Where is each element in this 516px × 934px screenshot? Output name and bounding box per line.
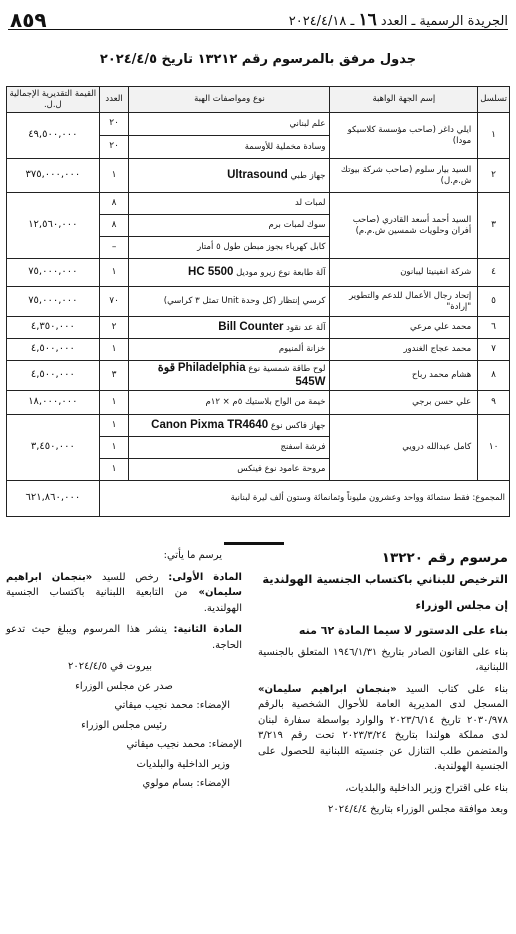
- table-row: [7, 390, 510, 414]
- page-number: ٨٥٩: [10, 8, 47, 32]
- cell-entity: ايلي داغر (صاحب مؤسسة كلاسيكو مودا): [330, 113, 478, 159]
- cell-seq: ٨: [478, 361, 510, 391]
- total-row: [7, 480, 510, 516]
- table-header-row: [7, 87, 510, 113]
- signature-1: الإمضاء: محمد نجيب ميقاتي: [114, 700, 230, 711]
- table-row: [7, 339, 510, 361]
- cell-value: ١٢,٥٦٠,٠٠٠: [7, 193, 100, 259]
- cell-item: سوك لمبات برم: [129, 215, 330, 237]
- cell-entity: محمد عجاج الغندور: [330, 339, 478, 361]
- article-1-post: من التابعية اللبنانية باكتساب الجنسية الهولندية.: [6, 587, 242, 614]
- article-1-label: المادة الأولى:: [168, 571, 242, 583]
- cell-entity: هشام محمد رباح: [330, 361, 478, 391]
- cell-entity: السيد أحمد أسعد القادري (صاحب أفران وحلويات شمسين ش.م.م): [330, 193, 478, 259]
- cell-item: [129, 361, 330, 391]
- cell-item: لمبات لد: [129, 193, 330, 215]
- cell-count: ١: [99, 458, 129, 480]
- table-row: [7, 361, 510, 391]
- cell-value: ٣٧٥,٠٠٠,٠٠٠: [7, 159, 100, 193]
- signature-2: الإمضاء: محمد نجيب ميقاتي: [126, 739, 242, 750]
- cell-count: ١: [99, 339, 129, 361]
- cell-value: ٤,٣٥٠,٠٠٠: [7, 317, 100, 339]
- item-power: قوة 545W: [157, 362, 326, 389]
- cell-count: ٨: [99, 215, 129, 237]
- item-brand: Philadelphia: [177, 362, 246, 374]
- decree-articles: [6, 548, 242, 792]
- cell-seq: ١٠: [478, 414, 510, 480]
- cell-count: ١: [99, 436, 129, 458]
- cell-value: ٤,٥٠٠,٠٠٠: [7, 361, 100, 391]
- decree-issuer: إن مجلس الوزراء: [415, 598, 508, 612]
- total-value: ٦٢١,٨٦٠,٠٠٠: [7, 480, 100, 516]
- item-model: HC 5500: [188, 266, 234, 279]
- table-row: [7, 193, 510, 215]
- article-1-name: «بنجمان ابراهيم سليمان»: [6, 571, 242, 598]
- decree-basis: بناء على الدستور لا سيما المادة ٦٢ منه: [298, 623, 508, 637]
- cell-entity: كامل عبدالله درويي: [330, 414, 478, 480]
- issue-number: ١٦: [358, 10, 377, 29]
- cell-seq: ٤: [478, 259, 510, 287]
- cell-entity: إتحاد رجال الأعمال للدعم والتطوير "إرادة": [330, 287, 478, 317]
- page-header: [8, 8, 508, 30]
- decree-subtitle: الترخيص للبناني باكتساب الجنسية الهولندية: [262, 571, 508, 586]
- para2-pre: بناء على كتاب السيد: [405, 683, 508, 695]
- cell-value: ١٨,٠٠٠,٠٠٠: [7, 390, 100, 414]
- table-row: [7, 287, 510, 317]
- gazette-date: ـ ٢٠٢٤/٤/١٨: [288, 14, 355, 29]
- decree-para-1: بناء على القانون الصادر بتاريخ ١٩٤٦/١/٣١ المتعلق بالجنسية اللبنانية،: [258, 646, 508, 674]
- cell-value: ٧٥,٠٠٠,٠٠٠: [7, 287, 100, 317]
- cell-value: ٤,٥٠٠,٠٠٠: [7, 339, 100, 361]
- decree-decides: يرسم ما يأتي:: [163, 550, 222, 561]
- cell-seq: ٧: [478, 339, 510, 361]
- cell-count: ٢٠: [99, 136, 129, 159]
- cell-item: [129, 414, 330, 436]
- header-value: القيمة التقديرية الإجمالية ل.ل.: [7, 87, 100, 113]
- decree-para-4: وبعد موافقة مجلس الوزراء بتاريخ ٢٠٢٤/٤/٤: [328, 804, 508, 816]
- decree-title: مرسوم رقم ١٣٢٢٠: [381, 550, 508, 566]
- cell-item: وسادة مخملية للأوسمة: [129, 136, 330, 159]
- item-model: Bill Counter: [218, 321, 284, 334]
- decree-para-3: بناء على اقتراح وزير الداخلية والبلديات،: [345, 782, 508, 794]
- article-1-pre: رخص للسيد: [101, 571, 159, 583]
- cell-count: ٧٠: [99, 287, 129, 317]
- para2-name: «بنجمان ابراهيم سليمان»: [258, 683, 397, 695]
- cell-count: ١: [99, 390, 129, 414]
- table-row: [7, 259, 510, 287]
- signature-3: الإمضاء: بسام مولوي: [142, 778, 230, 789]
- cell-entity: شركة انفينيتا ليبانون: [330, 259, 478, 287]
- decree-para-2: [258, 682, 508, 775]
- header-seq: تسلسل: [478, 87, 510, 113]
- header-item: نوع ومواصفات الهبة: [129, 87, 330, 113]
- cell-seq: ٥: [478, 287, 510, 317]
- cell-value: ٧٥,٠٠٠,٠٠٠: [7, 259, 100, 287]
- table-row: [7, 113, 510, 136]
- gazette-title: [289, 10, 508, 30]
- gazette-name: الجريدة الرسمية ـ العدد: [380, 14, 508, 29]
- cell-item: خيمة من الواح بلاستيك ٥م × ١٢م: [129, 390, 330, 414]
- para2-post: المسجل لدى المديرية العامة للأحوال الشخصية بالرقم ٢٠٣٠/٩٧٨ تاريخ ٢٠٢٣/٦/١٤ والوارد بواسطة سفارة لبنان لدى مملكة هولندا بتاريخ ٢٠٢٣/٣/٢٤ تحت رقم ٣/٢١٩ والمتضمن طلب التنازل عن جنسيته اللبنانية للحصول على الجنسية الهولندية.: [258, 699, 509, 773]
- cell-count: ٢: [99, 317, 129, 339]
- total-label: المجموع: فقط ستمائة وواحد وعشرون مليوناً وثمانمائة وستون ألف ليرة لبنانية: [99, 480, 509, 516]
- cell-count: ٣: [99, 361, 129, 391]
- cell-item: كابل كهرباء بجوز مبطن طول ٥ أمتار: [129, 237, 330, 259]
- minister-title: وزير الداخلية والبلديات: [136, 758, 230, 770]
- article-2-label: المادة الثانية:: [173, 624, 242, 635]
- article-1: [6, 570, 242, 617]
- cell-seq: ٣: [478, 193, 510, 259]
- item-desc: لوح طاقة شمسية نوع: [248, 364, 326, 374]
- cell-seq: ٢: [478, 159, 510, 193]
- cell-item: [129, 159, 330, 193]
- cell-count: ٢٠: [99, 113, 129, 136]
- issued-by: صدر عن مجلس الوزراء: [75, 680, 173, 692]
- item-desc: آلة طابعة نوع زيرو موديل: [236, 268, 326, 279]
- cell-item: فرشة اسفنج: [129, 436, 330, 458]
- cell-count: –: [99, 237, 129, 259]
- donations-table: [6, 86, 510, 517]
- cell-item: علم لبناني: [129, 113, 330, 136]
- cell-seq: ٩: [478, 390, 510, 414]
- article-2-text: ينشر هذا المرسوم ويبلغ حيث تدعو الحاجة.: [6, 624, 242, 651]
- item-desc: جهاز طبي: [290, 171, 326, 182]
- decree-preamble: [258, 548, 508, 818]
- item-desc: جهاز فاكس نوع: [270, 421, 326, 432]
- cell-count: ١: [99, 414, 129, 436]
- cell-item: [129, 317, 330, 339]
- cell-value: ٣,٤٥٠,٠٠٠: [7, 414, 100, 480]
- cell-item: [129, 259, 330, 287]
- header-entity: إسم الجهة الواهبة: [330, 87, 478, 113]
- cell-entity: السيد بيار سلوم (صاحب شركة بيوتك ش.م.ل): [330, 159, 478, 193]
- item-desc: آلة عد نقود: [286, 323, 326, 334]
- place-date: بيروت في ٢٠٢٤/٤/٥: [67, 661, 152, 672]
- table-title: جدول مرفق بالمرسوم رقم ١٣٢١٢ تاريخ ٢٠٢٤/٤/٥: [99, 52, 417, 67]
- cell-item: كرسي إنتظار (كل وحدة Unit تمثل ٣ كراسي): [129, 287, 330, 317]
- cell-item: مروحة عامود نوع فينكس: [129, 458, 330, 480]
- cell-count: ١: [99, 259, 129, 287]
- header-count: العدد: [99, 87, 129, 113]
- article-2: [6, 622, 242, 653]
- cell-item: خزانة ألمنيوم: [129, 339, 330, 361]
- cell-count: ٨: [99, 193, 129, 215]
- cell-count: ١: [99, 159, 129, 193]
- pm-title: رئيس مجلس الوزراء: [81, 719, 167, 731]
- item-model: Ultrasound: [227, 169, 288, 182]
- section-divider: [224, 542, 284, 545]
- table-row: [7, 317, 510, 339]
- cell-seq: ٦: [478, 317, 510, 339]
- table-row: [7, 159, 510, 193]
- cell-entity: محمد علي مرعي: [330, 317, 478, 339]
- table-row: [7, 414, 510, 436]
- cell-value: ٤٩,٥٠٠,٠٠٠: [7, 113, 100, 159]
- cell-seq: ١: [478, 113, 510, 159]
- cell-entity: علي حسن برجي: [330, 390, 478, 414]
- item-model: Canon Pixma TR4640: [151, 419, 269, 432]
